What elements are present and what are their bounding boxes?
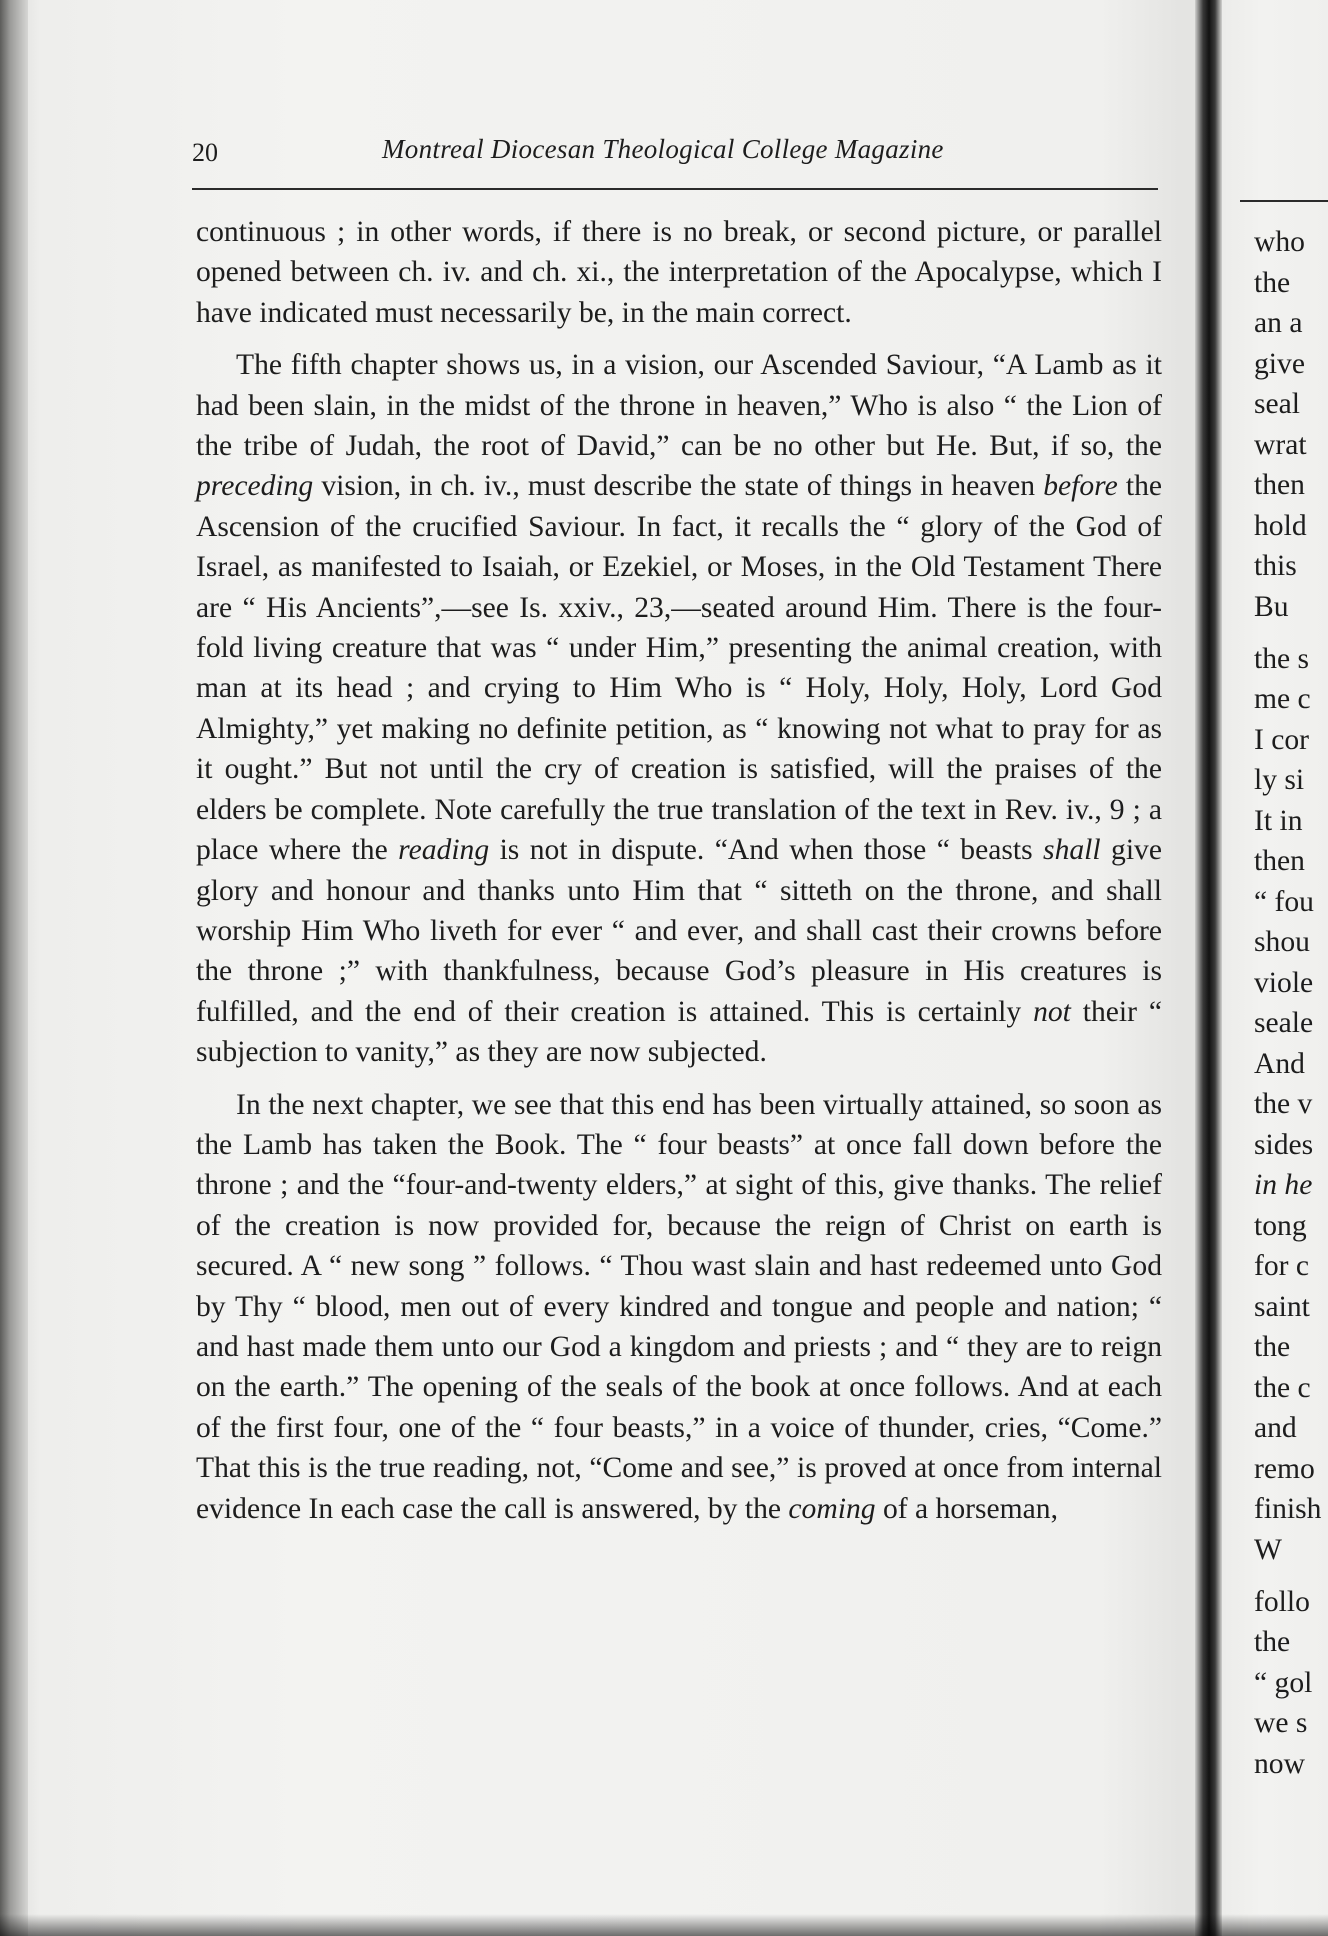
- facing-line: we s: [1254, 1707, 1308, 1739]
- facing-line: saint: [1254, 1290, 1310, 1323]
- facing-line: for c: [1254, 1250, 1310, 1282]
- paragraph-1: continuous ; in other words, if there is no break, or second picture, or parallel opened between ch. iv. and ch. xi., the interpretation of the Apocalypse, which I have indicated must necessarily be, in the main correct.: [196, 216, 1162, 329]
- text-column: [196, 212, 1162, 1529]
- running-title: Montreal Diocesan Theological College Magazine: [382, 134, 944, 164]
- facing-line: in he: [1254, 1169, 1313, 1201]
- facing-line: the v: [1254, 1088, 1313, 1120]
- facing-line: hold: [1254, 509, 1307, 542]
- facing-line: “ gol: [1254, 1666, 1313, 1699]
- facing-line: Bu: [1254, 590, 1289, 623]
- facing-line: finish: [1254, 1493, 1322, 1525]
- paragraph-2-text: is not in dispute. “And when those “ beasts: [489, 834, 1044, 867]
- facing-line: I cor: [1254, 723, 1310, 756]
- italic-word: shall: [1043, 834, 1101, 867]
- facing-line: then: [1254, 469, 1305, 501]
- facing-line: seal: [1254, 388, 1301, 420]
- facing-line: viole: [1254, 966, 1314, 999]
- facing-line: the s: [1254, 642, 1310, 675]
- facing-line: wrat: [1254, 428, 1307, 461]
- italic-word: reading: [398, 834, 490, 867]
- italic-word: before: [1043, 470, 1118, 503]
- facing-line: the: [1254, 266, 1291, 299]
- facing-line: then: [1254, 845, 1305, 877]
- page-edge-shadow: [0, 0, 28, 1936]
- paragraph-2-text: give glory and honour and thanks unto Him that “ sitteth on the throne, and shall worship Him Who liveth for ever “ and ever, and shall cast their crowns before the throne ;” with thankfulness, because God’s pleasure in His creatures is fulfilled, and the end of their creation is attained. This is certainly: [196, 834, 1162, 1028]
- facing-line: an a: [1254, 307, 1303, 339]
- facing-line: And: [1254, 1047, 1305, 1080]
- facing-line: the: [1254, 1626, 1291, 1658]
- page-header: [192, 134, 1158, 176]
- facing-line: the c: [1254, 1371, 1311, 1404]
- facing-line: tong: [1254, 1209, 1307, 1242]
- facing-line: me c: [1254, 683, 1311, 715]
- paragraph-3-text: In the next chapter, we see that this end has been virtually attained, so soon as the Lamb has taken the Book. The “ four beasts” at once fall down before the throne ; and the “four-and-twenty elders,” at sight of this, give thanks. The relief of the creation is now provided for, because the reign of Christ on earth is secured. A “ new song ” follows. “ Thou wast slain and hast redeemed unto God by Thy “ blood, men out of every kindred and tongue and people and nation; “ and hast made them unto our God a kingdom and priests ; and “ they are to reign on the earth.” The opening of the seals of the book at once follows. And at each of the first four, one of the “ four beasts,” in a voice of thunder, cries, “Come.” That this is the true reading, not, “Come and see,” is proved at once from internal evidence In each case the call is answered, by the: [196, 1088, 1162, 1525]
- paragraph-2-text: their “ subjection to vanity,” as they are now subjected.: [196, 995, 1162, 1069]
- book-gutter: [1195, 0, 1222, 1936]
- facing-line: who: [1254, 226, 1305, 258]
- facing-page-fragments: [1254, 222, 1321, 1784]
- facing-line: remo: [1254, 1452, 1315, 1485]
- paragraph-2: [196, 345, 1162, 1072]
- facing-page: [1222, 0, 1328, 1936]
- facing-line: “ fou: [1254, 885, 1314, 918]
- italic-word: coming: [788, 1492, 876, 1525]
- facing-line: ly si: [1254, 764, 1305, 796]
- facing-line: the: [1254, 1331, 1291, 1363]
- facing-line: now: [1254, 1747, 1305, 1780]
- page-number: 20: [192, 138, 218, 167]
- facing-line: W: [1254, 1533, 1282, 1566]
- facing-line: shou: [1254, 926, 1310, 958]
- facing-line: seale: [1254, 1007, 1314, 1039]
- facing-page-rule: [1240, 200, 1328, 202]
- facing-line: this: [1254, 550, 1297, 582]
- italic-word: not: [1033, 995, 1071, 1028]
- facing-line: give: [1254, 347, 1305, 380]
- paragraph-2-text: the Ascension of the crucified Saviour. In fact, it recalls the “ glory of the God of Israel, as manifested to Isaiah, or Ezekiel, or Moses, in the Old Testament There are “ His Ancients”,—see Is. xxiv., 23,—seated around Him. There is the four-fold living creature that was “ under Him,” presenting the animal creation, with man at its head ; and crying to Him Who is “ Holy, Holy, Holy, Lord God Almighty,” yet making no definite petition, as “ knowing not what to pray for as it ought.” But not until the cry of creation is satisfied, will the praises of the elders be complete. Note carefully the true translation of the text in Rev. iv., 9 ; a place where the: [196, 470, 1162, 867]
- facing-line: sides: [1254, 1128, 1314, 1161]
- italic-word: preceding: [196, 470, 314, 503]
- paragraph-3-text: of a horseman,: [875, 1492, 1058, 1525]
- facing-line: follo: [1254, 1585, 1310, 1618]
- header-rule: [192, 188, 1158, 190]
- bottom-edge-shadow: [0, 1914, 1328, 1936]
- paragraph-2-text: vision, in ch. iv., must describe the state of things in heaven: [313, 470, 1044, 503]
- paragraph-2-text: The fifth chapter shows us, in a vision, our Ascended Saviour, “A Lamb as it had been slain, in the midst of the throne in heaven,” Who is also “ the Lion of the tribe of Judah, the root of David,” can be no other but He. But, if so, the: [196, 349, 1162, 463]
- paragraph-3: [196, 1085, 1162, 1529]
- facing-line: and: [1254, 1412, 1297, 1444]
- facing-line: It in: [1254, 804, 1303, 837]
